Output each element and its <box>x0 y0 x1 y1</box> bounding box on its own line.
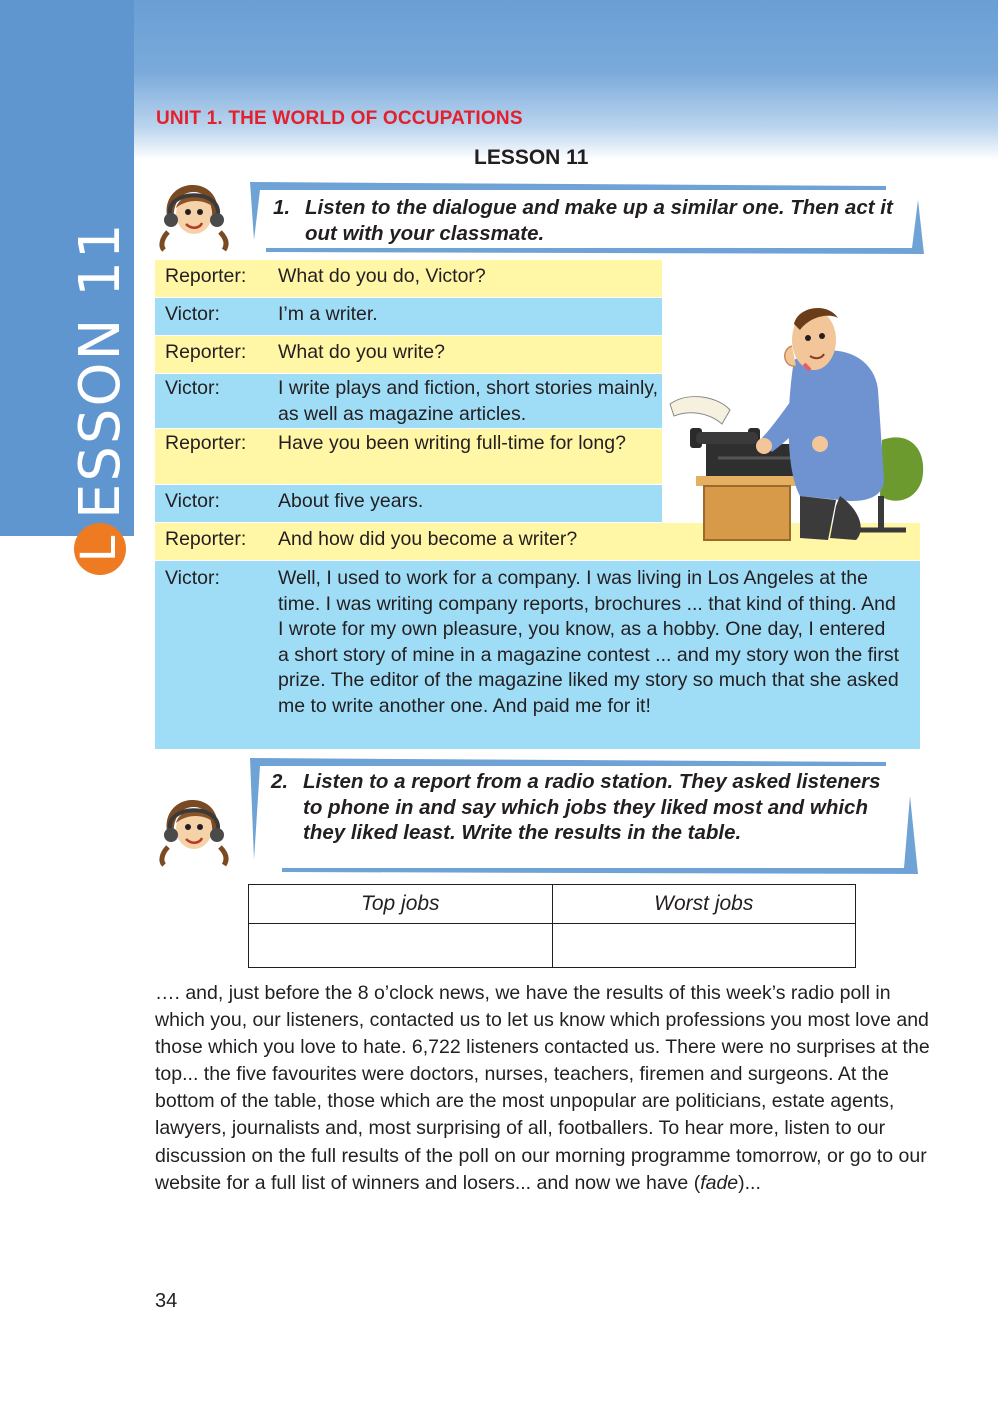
dialogue-row: Victor: I write plays and fiction, short stories mainly, as well as magazine articles. <box>155 374 662 428</box>
page-number: 34 <box>155 1290 178 1312</box>
dialogue-row: Victor: I’m a writer. <box>155 298 662 335</box>
lesson-title: LESSON 11 <box>474 146 589 169</box>
table-header-top-jobs: Top jobs <box>360 892 440 915</box>
top-jobs-cell[interactable] <box>249 924 552 968</box>
lesson-initial-badge: L <box>74 523 126 575</box>
worst-jobs-cell[interactable] <box>552 924 856 968</box>
task1-instruction: 1. Listen to the dialogue and make up a similar one. Then act it out with your classmate. <box>273 196 893 245</box>
radio-report-text: …. and, just before the 8 o’clock news, we have the results of this week’s radio poll in which you, our listeners, contacted us to let us know which professions you most love and those which you love to hate. 6,722 listeners contacted us. There were no surprises at the top... the five favourites were doctors, nurses, teachers, firemen and surgeons. At the bottom of the table, those which are the most unpopular are politicians, estate agents, lawyers, journalists and, most surprising of all, footballers. To hear more, listen to our discussion on the full results of the poll on our morning programme tomorrow, or go to our website for a full list of winners and losers... and now we have (fade)... <box>155 982 930 1194</box>
table-header-worst-jobs: Worst jobs <box>552 885 856 923</box>
headphones-girl-icon <box>154 795 230 869</box>
lesson-side-label <box>67 195 133 575</box>
headphones-girl-icon <box>154 180 230 254</box>
dialogue-row: Reporter: Have you been writing full-time for long? <box>155 429 662 484</box>
dialogue-row: Victor: About five years. <box>155 485 662 522</box>
writer-at-typewriter-illustration <box>660 300 925 548</box>
results-table <box>248 884 856 968</box>
unit-title: UNIT 1. THE WORLD OF OCCUPATIONS <box>156 108 523 129</box>
task2-instruction: 2. Listen to a report from a radio station. They asked listeners to phone in and say which jobs they liked most and which they liked least. Write the results in the table. <box>271 770 881 844</box>
dialogue-row: Victor: Well, I used to work for a company. I was living in Los Angeles at the time. I was writing company reports, brochures ... that kind of thing. And I wrote for my own pleasure, you know, as a hobby. One day, I entered a short story of mine in a magazine contest ... and my story won the first prize. The editor of the magazine liked my story so much that she asked me to write another one. And paid me for it! <box>155 561 920 749</box>
lesson-side-text: ESSON 11 <box>67 221 133 519</box>
dialogue-row: Reporter: And how did you become a writer? <box>155 523 920 560</box>
dialogue-row: Reporter: What do you do, Victor? <box>155 260 662 297</box>
dialogue-row: Reporter: What do you write? <box>155 336 662 373</box>
header-band <box>0 0 998 160</box>
